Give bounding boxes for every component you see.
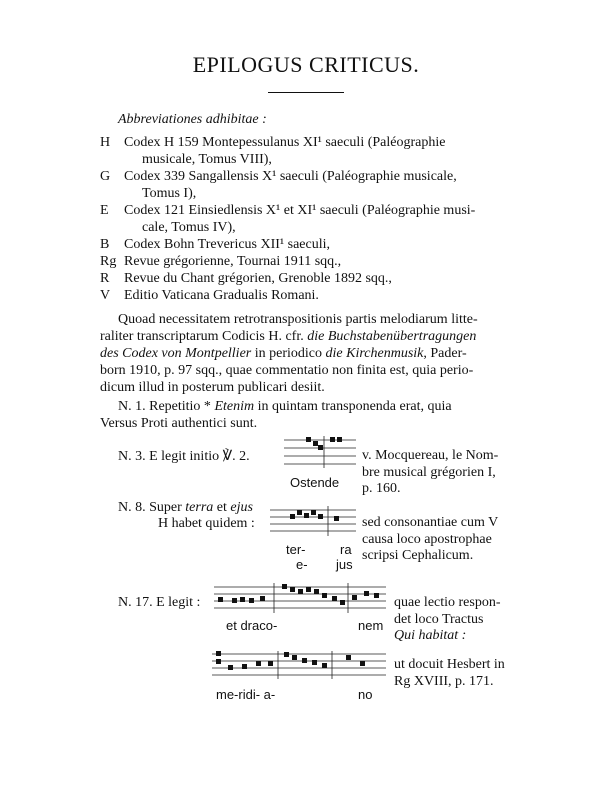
note-n3-comment: v. Mocquereau, le Nom- bre musical grégorien I, p. 160. bbox=[362, 448, 499, 496]
page-title: EPILOGUS CRITICUS. bbox=[192, 52, 420, 77]
note-n1: N. 1. Repetitio * Etenim in quintam transponenda erat, quia Versus Proti authentici sunt. bbox=[100, 399, 452, 431]
abbr-sigil: V bbox=[100, 288, 111, 303]
lyric-nem: nem bbox=[358, 618, 384, 633]
lyric-meridia: me-ridi- a- bbox=[216, 687, 276, 702]
abbr-sigil: B bbox=[100, 237, 110, 252]
abbr-desc: Codex 121 Einsiedlensis X¹ et XI¹ saeculi (Paléographie musi- bbox=[124, 203, 476, 218]
intro-line: born 1910, p. 97 sqq., quae commentatio non finita est, quia perio- bbox=[100, 363, 474, 378]
lyric-no: no bbox=[358, 687, 373, 702]
lyric-et-draco: et draco- bbox=[226, 618, 278, 633]
note-n17-label: N. 17. E legit : bbox=[118, 595, 201, 610]
lyric-jus: jus bbox=[336, 557, 353, 572]
note-n3-label: N. 3. E legit initio ℣. 2. bbox=[118, 449, 250, 464]
abbr-desc: Codex H 159 Montepessulanus XI¹ saeculi (Paléographie bbox=[124, 135, 446, 150]
abbr-sigil: Rg bbox=[100, 254, 117, 269]
title-rule bbox=[268, 92, 344, 93]
abbr-desc-cont: Tomus I), bbox=[142, 186, 197, 201]
abbr-desc-cont: cale, Tomus IV), bbox=[142, 220, 236, 235]
abbr-sigil: E bbox=[100, 203, 109, 218]
abbr-sigil: G bbox=[100, 169, 111, 184]
lyric-ra: ra bbox=[340, 542, 352, 557]
note-n17-comment2: ut docuit Hesbert in Rg XVIII, p. 171. bbox=[394, 657, 505, 689]
intro-line: dicum illud in posterum publicari desiit. bbox=[100, 380, 325, 395]
intro-line: Quoad necessitatem retrotranspositionis partis melodiarum litte- bbox=[118, 312, 478, 327]
neume-staff-n17b bbox=[212, 649, 386, 685]
intro-line: des Codex von Montpellier in periodico die Kirchenmusik, Pader- bbox=[100, 346, 467, 361]
abbr-desc: Codex 339 Sangallensis X¹ saeculi (Paléographie musicale, bbox=[124, 169, 457, 184]
note-n8-sublabel: H habet quidem : bbox=[158, 516, 255, 531]
intro-paragraph bbox=[100, 311, 516, 396]
note-n17-comment: quae lectio respon- det loco Tractus Qui habitat : bbox=[394, 595, 501, 643]
abbr-sigil: H bbox=[100, 135, 111, 150]
abbr-desc: Codex Bohn Trevericus XII¹ saeculi, bbox=[124, 237, 331, 252]
abbr-sigil: R bbox=[100, 271, 110, 286]
abbr-desc: Editio Vaticana Gradualis Romani. bbox=[124, 288, 319, 303]
abbr-desc: Revue grégorienne, Tournai 1911 sqq., bbox=[124, 254, 342, 269]
note-n8-label: N. 8. Super terra et ejus bbox=[118, 500, 253, 515]
neume-staff-n8 bbox=[270, 504, 356, 540]
neume-staff-n3 bbox=[284, 434, 356, 474]
abbreviations-heading: Abbreviationes adhibitae : bbox=[118, 112, 267, 127]
lyric-ter: ter- bbox=[286, 542, 306, 557]
lyric-e: e- bbox=[296, 557, 308, 572]
abbr-desc-cont: musicale, Tomus VIII), bbox=[142, 152, 272, 167]
abbr-desc: Revue du Chant grégorien, Grenoble 1892 sqq., bbox=[124, 271, 392, 286]
note-n8-comment: sed consonantiae cum V causa loco apostrophae scripsi Cephalicum. bbox=[362, 515, 499, 563]
lyric-ostende: Ostende bbox=[290, 475, 340, 490]
intro-line: raliter transcriptarum Codicis H. cfr. die Buchstabenübertragungen bbox=[100, 329, 477, 344]
neume-staff-n17a bbox=[214, 581, 386, 617]
